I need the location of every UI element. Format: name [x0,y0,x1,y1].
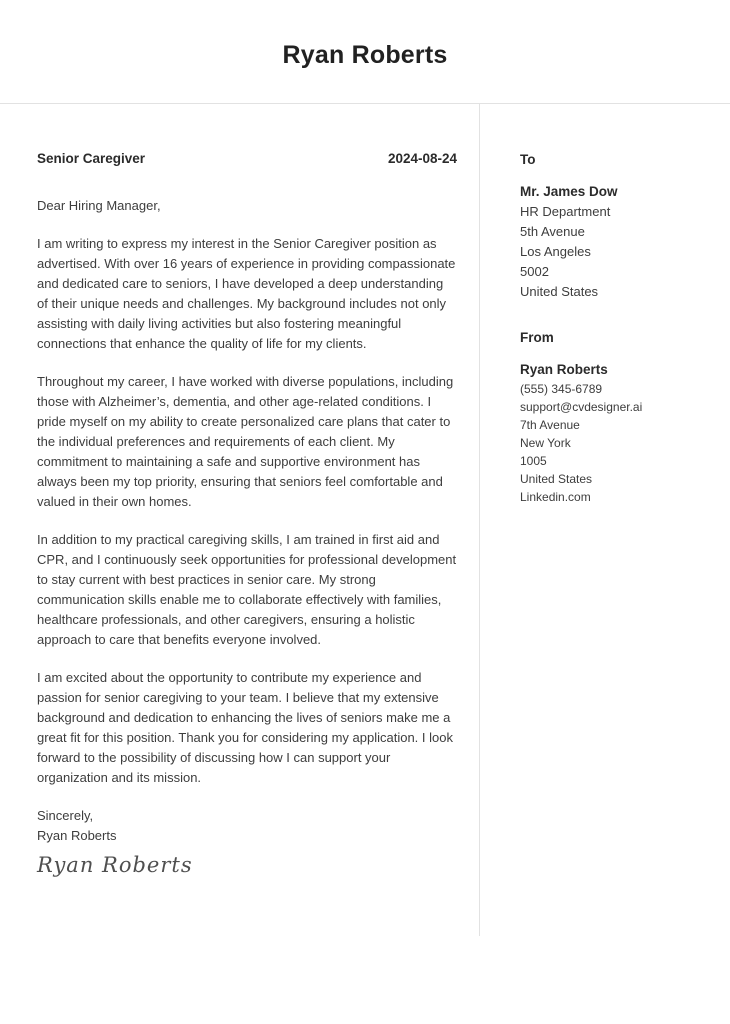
letter-body-area [0,104,730,936]
sender-name: Ryan Roberts [520,362,608,377]
recipient-section-heading: To [520,152,536,167]
recipient-name: Mr. James Dow [520,184,618,199]
sender-city: New York [520,436,571,450]
letter-head-row [37,149,457,169]
letter-column [0,104,480,936]
sender-street: 7th Avenue [520,418,580,432]
sender-linkedin: Linkedin.com [520,490,591,504]
signature-script: Ryan Roberts [37,853,193,877]
recipient-country: United States [520,284,599,299]
sender-section-heading: From [520,330,554,345]
sender-country: United States [520,472,593,486]
closing-name: Ryan Roberts [37,828,117,843]
sender-email: support@cvdesigner.ai [520,400,643,414]
recipient-city: Los Angeles [520,244,591,259]
recipient-postal-code: 5002 [520,264,549,279]
sender-section [520,328,720,506]
letter-header [0,0,730,104]
closing-block [37,806,457,846]
job-title: Senior Caregiver [37,151,146,166]
closing-sincerely: Sincerely, [37,808,94,823]
page-title: Ryan Roberts [282,41,448,69]
body-paragraph-4: I am excited about the opportunity to contribute my experience and passion for senior caregiving to your team. I believe that my extensive background and dedication to enhancing the lives of seniors make me a great fit for this position. Thank you for considering my application. I look forward to the possibility of discussing how I can support your organization and its mission. [37,670,453,785]
recipient-section [520,150,720,302]
recipient-address [520,202,720,302]
salutation: Dear Hiring Manager, [37,198,161,213]
letter-date: 2024-08-24 [387,151,457,166]
body-paragraph-2: Throughout my career, I have worked with diverse populations, including those with Alzheimer’s, dementia, and other age-related conditions. I pride myself on my ability to create personalized care plans that cater to the individual preferences and requirements of each client. My commitment to maintaining a safe and supportive environment has always been my top priority, ensuring that seniors feel comfortable and valued in their own homes. [37,374,454,509]
recipient-street: 5th Avenue [520,224,585,239]
sender-postal-code: 1005 [520,454,547,468]
contact-column [480,104,730,936]
recipient-department: HR Department [520,204,611,219]
sender-phone: (555) 345-6789 [520,382,603,396]
body-paragraph-3: In addition to my practical caregiving skills, I am trained in first aid and CPR, and I continuously seek opportunities for professional development to stay current with best practices in senior care. My strong communication skills enable me to collaborate effectively with families, healthcare professionals, and other caregivers, ensuring a holistic approach to care that benefits everyone involved. [37,532,457,647]
body-paragraph-1: I am writing to express my interest in the Senior Caregiver position as advertised. With over 16 years of experience in providing compassionate and dedicated care to seniors, I have developed a deep understanding of their unique needs and challenges. My background includes not only assisting with daily living activities but also fostering meaningful connections that enhance the quality of life for my clients. [37,236,456,351]
sender-details [520,380,720,506]
